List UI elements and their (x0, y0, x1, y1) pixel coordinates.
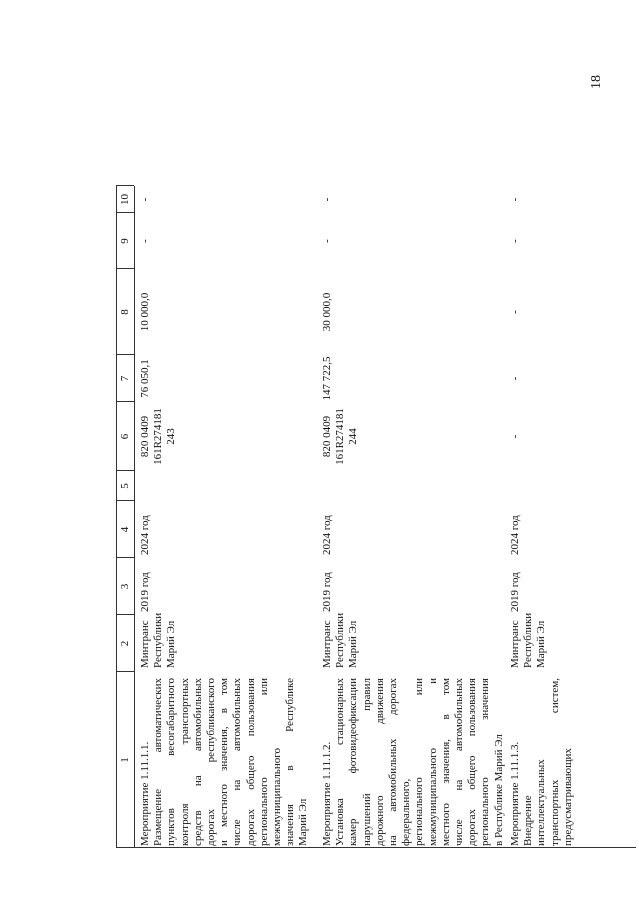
budget-code-line: - (509, 434, 521, 439)
column-header-6: 6 (119, 433, 131, 440)
activity-description-line: в Республике Марий Эл (492, 734, 505, 846)
activity-description-line: значения в Республике (284, 678, 297, 846)
activity-description-line: на автомобильных дорогах (387, 678, 399, 846)
activity-description-line: числе на автомобильных (231, 678, 244, 846)
budget-code-line: 244 (347, 428, 360, 445)
activity-description-line: средств на автомобильных (191, 678, 204, 846)
header-bottom-border (134, 186, 135, 848)
column-9-value: - (139, 239, 151, 243)
column-header-5: 5 (119, 483, 131, 489)
column-header-9: 9 (119, 238, 131, 244)
activity-description-line: Размещение автоматических (152, 678, 165, 846)
column-header-4: 4 (119, 526, 131, 533)
executor-line: Республики (152, 612, 165, 668)
activity-description-line: предусматривающих (561, 748, 574, 846)
column-header-8: 8 (119, 309, 131, 315)
column-header-7: 7 (119, 375, 131, 382)
column-10-value: - (139, 197, 151, 202)
column-10-value: - (321, 197, 333, 202)
activity-description-line: Внедрение (522, 795, 535, 846)
budget-code-line: 161R274181 (152, 408, 165, 465)
start-year: 2019 год (509, 572, 521, 612)
activity-description-line: регионального или (413, 678, 426, 846)
activity-description-line: дорогах республиканского (205, 678, 217, 846)
activity-description-line: межмуниципального и (426, 678, 439, 846)
start-year: 2019 год (139, 572, 151, 612)
column-9-value: - (321, 239, 333, 243)
activity-description-line: нарушений правил (360, 678, 373, 846)
activity-description-line: камер фотовидеофиксации (347, 678, 360, 846)
end-year: 2024 год (139, 515, 151, 555)
activity-description-line: дорогах общего пользования (466, 678, 479, 846)
column-10-value: - (509, 197, 521, 202)
executor-line: Минтранс (509, 620, 521, 668)
budget-code-line: 161R274181 (334, 408, 347, 465)
column-7-value: - (509, 376, 521, 381)
column-header-2: 2 (119, 640, 131, 647)
executor-line: Минтранс (139, 620, 151, 668)
end-year: 2024 год (509, 515, 521, 555)
executor-line: Марий Эл (535, 620, 548, 668)
activity-description-line: регионального значения (479, 678, 492, 846)
activity-description-line: Марий Эл (297, 798, 310, 846)
column-9-value: - (509, 239, 521, 243)
activity-description-line: контроля транспортных (178, 678, 191, 846)
column-header-3: 3 (119, 583, 131, 590)
column-8-value: 10 000,0 (139, 292, 151, 332)
activity-description-line: местного значения, в том (439, 678, 452, 846)
executor-line: Марий Эл (347, 620, 360, 668)
end-year: 2024 год (321, 515, 333, 555)
activity-description-line: транспортных систем, (548, 678, 561, 846)
activity-description-line: Мероприятие 1.11.1.1. (139, 741, 151, 846)
column-7-value: 147 722,5 (321, 356, 333, 401)
activity-description-line: дорожного движения (373, 678, 386, 846)
budget-code-line: 243 (165, 428, 178, 445)
column-7-value: 76 050,1 (139, 359, 151, 398)
activity-description-line: федерального, (400, 778, 413, 846)
activity-description-line: и местного значения, в том (218, 678, 231, 846)
table-top-border (116, 186, 117, 848)
budget-code-line: 820 0409 (139, 415, 151, 458)
executor-line: Минтранс (321, 620, 333, 668)
activity-description-line: Установка стационарных (334, 678, 347, 846)
executor-line: Республики (334, 612, 347, 668)
table-left-border (116, 847, 636, 848)
activity-description-line: дорогах общего пользования (244, 678, 257, 846)
column-8-value: 30 000,0 (321, 292, 333, 332)
activity-description-line: Мероприятие 1.11.1.2. (321, 741, 333, 846)
page-number: 18 (589, 75, 604, 89)
executor-line: Республики (522, 612, 535, 668)
activity-description-line: Мероприятие 1.11.1.3. (509, 741, 521, 846)
activity-description-line: пунктов весогабаритного (165, 678, 178, 846)
column-header-10: 10 (119, 194, 131, 205)
rotated-table (116, 48, 636, 848)
column-header-1: 1 (119, 757, 131, 763)
activity-description-line: интеллектуальных (535, 759, 548, 846)
executor-line: Марий Эл (165, 620, 178, 668)
activity-description-line: числе на автомобильных (453, 678, 465, 846)
activity-description-line: регионального или (257, 678, 270, 846)
start-year: 2019 год (321, 572, 333, 612)
activity-description-line: межмуниципального (271, 748, 283, 846)
column-8-value: - (509, 310, 521, 314)
budget-code-line: 820 0409 (321, 415, 333, 458)
